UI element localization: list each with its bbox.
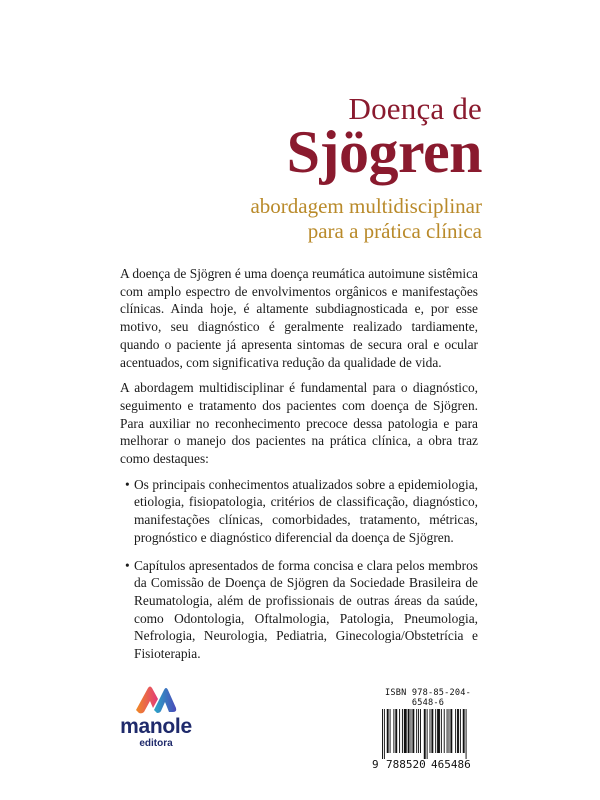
isbn-barcode [372,688,484,771]
barcode-bar [387,709,389,753]
barcode-bar [447,709,448,753]
barcode-bar [437,709,440,753]
barcode-bar [450,709,452,753]
book-subtitle [250,194,482,244]
barcode-bar [412,709,414,753]
barcode-digits [372,759,484,771]
barcode-bars [376,709,480,759]
barcode-bar [404,709,407,753]
highlights-list [120,476,478,663]
bullet-icon: • [125,557,130,573]
barcode-bar [460,709,461,753]
barcode-bar [424,709,426,759]
bullet-icon: • [125,476,130,492]
barcode-bar [431,709,433,753]
barcode-bar [402,709,403,753]
list-item [120,476,478,547]
barcode-bar [384,709,385,759]
list-item [120,557,478,663]
barcode-bar [449,709,450,753]
barcode-bar [457,709,459,753]
synopsis-paragraph-1: A doença de Sjögren é uma doença reumática autoimune sistêmica com amplo espectro de envolvimentos orgânicos e manifestações clínicas. Ainda hoje, é altamente subdiagnosticada e, por esse motivo, seu diagnóstico é geralmente realizado tardiamente, quando o paciente já apresenta sintomas de secura oral e ocular acentuados, com significativa redução da qualidade de vida. [120,266,478,370]
barcode-bar [399,709,400,753]
manole-logo-icon [134,684,178,714]
publisher-sub: editora [139,738,173,749]
barcode-bar [390,709,391,753]
barcode-bar [420,709,421,753]
barcode-digit-lead: 9 [372,758,379,771]
list-item-text: Capítulos apresentados de forma concisa e clara pelos membros da Comissão de Doença de Sjögren da Sociedade Brasileira de Reumatologia, além de profissionais de outras áreas da saúde, como Odontologia, Oftalmologia, Patologia, Pneumologia, Nefrologia, Neurologia, Pediatria, Ginecologia/Obstetrícia e Fisioterapia. [134,557,478,662]
barcode-bar [408,709,410,753]
barcode-bar [393,709,394,753]
barcode-digits-group-1: 788520 [386,758,426,771]
barcode-bar [444,709,445,753]
publisher-logo [116,684,196,749]
book-title [286,91,482,185]
publisher-name: manole [120,715,192,738]
barcode-bar [430,709,431,753]
subtitle-line-1: abordagem multidisciplinar [250,194,482,218]
isbn-label: ISBN 978-85-204-6548-6 [385,688,471,708]
barcode-bar [427,709,428,759]
list-item-text: Os principais conhecimentos atualizados sobre a epidemiologia, etiologia, fisiopatologia, critérios de classificação, diagnóstico, manifestações clínicas, comorbidades, tratamento, métricas, prognóstico e diagnóstico diferencial da doença de Sjögren. [134,476,478,545]
barcode-bar [395,709,397,753]
barcode-bar [455,709,456,753]
synopsis-paragraph-2: A abordagem multidisciplinar é fundamental para o diagnóstico, seguimento e tratamento dos pacientes com doença de Sjögren. Para auxiliar no reconhecimento precoce dessa patologia e para melhorar o manejo dos pacientes na prática clínica, a obra traz como destaques: [120,380,478,467]
title-line-1: Doença de [348,91,482,126]
barcode-bar [435,709,436,753]
barcode-digits-group-2: 465486 [431,758,471,771]
barcode-bar [418,709,419,753]
barcode-bar [441,709,442,753]
title-line-2: Sjögren [286,119,482,185]
barcode-bar [463,709,465,753]
subtitle-line-2: para a prática clínica [307,219,482,243]
synopsis [120,265,478,673]
barcode-bar [416,709,417,753]
barcode-bar [466,709,467,759]
barcode-bar [411,709,412,753]
barcode-bar [382,709,383,759]
